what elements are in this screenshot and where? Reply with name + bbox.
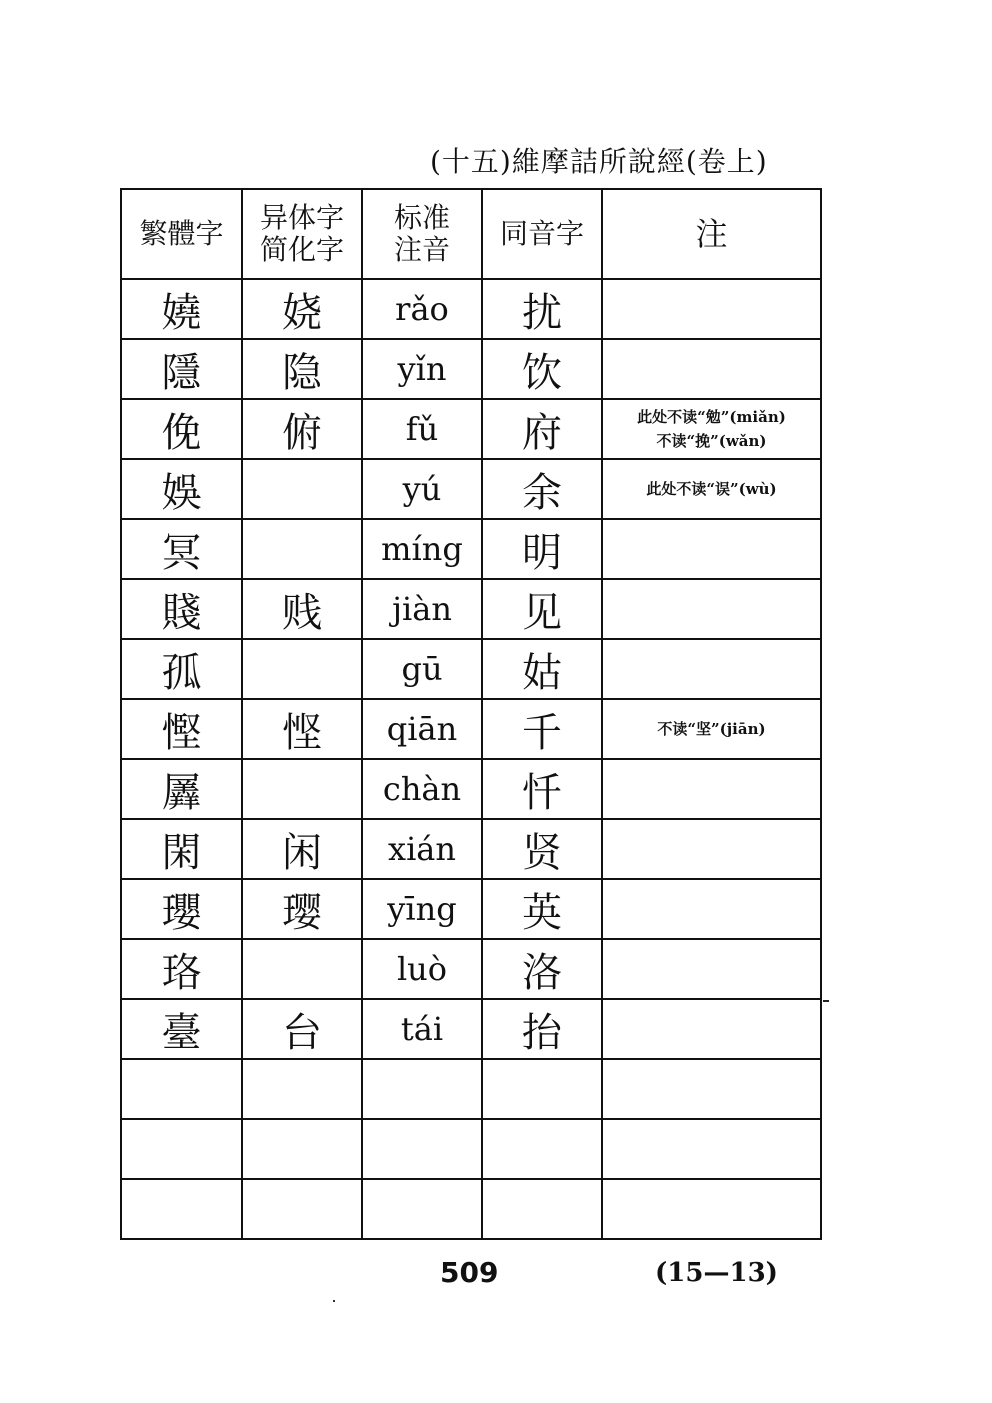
simplified-cell: 俯 xyxy=(242,399,362,459)
simplified-cell: 贱 xyxy=(242,579,362,639)
simplified-cell: 悭 xyxy=(242,699,362,759)
pinyin-cell: fǔ xyxy=(362,399,482,459)
note-line: 此处不读“勉”(miǎn) xyxy=(637,408,786,426)
traditional-cell: 賤 xyxy=(121,579,242,639)
header-note: 注 xyxy=(602,189,821,279)
homophone-cell: 饮 xyxy=(482,339,602,399)
pinyin-cell: jiàn xyxy=(362,579,482,639)
simplified-cell: 璎 xyxy=(242,879,362,939)
table-row xyxy=(121,999,821,1059)
header-variant-line2: 简化字 xyxy=(259,233,344,266)
pinyin-cell: xián xyxy=(362,819,482,879)
traditional-cell: 羼 xyxy=(121,759,242,819)
pinyin-cell: tái xyxy=(362,999,482,1059)
traditional-cell: 冥 xyxy=(121,519,242,579)
pinyin-cell xyxy=(362,1059,482,1119)
pinyin-cell: míng xyxy=(362,519,482,579)
homophone-cell: 姑 xyxy=(482,639,602,699)
note-cell xyxy=(602,279,821,339)
table-row xyxy=(121,339,821,399)
note-cell xyxy=(602,879,821,939)
note-line: 此处不读“误”(wù) xyxy=(646,480,777,498)
traditional-cell xyxy=(121,1179,242,1239)
note-cell xyxy=(602,1179,821,1239)
pinyin-cell: yǐn xyxy=(362,339,482,399)
pinyin-cell: gū xyxy=(362,639,482,699)
note-cell xyxy=(602,639,821,699)
traditional-cell: 瓔 xyxy=(121,879,242,939)
table-row xyxy=(121,639,821,699)
table-row xyxy=(121,939,821,999)
traditional-cell: 珞 xyxy=(121,939,242,999)
simplified-cell xyxy=(242,939,362,999)
simplified-cell xyxy=(242,639,362,699)
header-homophone: 同音字 xyxy=(482,189,602,279)
traditional-cell: 娛 xyxy=(121,459,242,519)
note-cell xyxy=(602,459,821,519)
note-cell xyxy=(602,339,821,399)
pinyin-cell xyxy=(362,1119,482,1179)
pinyin-cell: qiān xyxy=(362,699,482,759)
page-number: 509 xyxy=(440,1256,499,1289)
page-reference: (15—13) xyxy=(655,1258,778,1288)
homophone-cell: 见 xyxy=(482,579,602,639)
header-pinyin-line2: 注音 xyxy=(393,233,450,266)
traditional-cell: 閑 xyxy=(121,819,242,879)
traditional-cell xyxy=(121,1059,242,1119)
pinyin-cell: luò xyxy=(362,939,482,999)
table-row xyxy=(121,699,821,759)
pinyin-cell: yīng xyxy=(362,879,482,939)
homophone-cell xyxy=(482,1179,602,1239)
note-cell xyxy=(602,819,821,879)
traditional-cell xyxy=(121,1119,242,1179)
header-variant-simplified xyxy=(242,189,362,279)
table-row xyxy=(121,819,821,879)
traditional-cell: 嬈 xyxy=(121,279,242,339)
homophone-cell: 余 xyxy=(482,459,602,519)
homophone-cell: 贤 xyxy=(482,819,602,879)
simplified-cell xyxy=(242,1119,362,1179)
character-table xyxy=(120,188,822,1240)
simplified-cell: 台 xyxy=(242,999,362,1059)
simplified-cell: 闲 xyxy=(242,819,362,879)
simplified-cell xyxy=(242,759,362,819)
margin-mark xyxy=(823,1000,829,1002)
pinyin-cell: chàn xyxy=(362,759,482,819)
table-row xyxy=(121,579,821,639)
pinyin-cell: yú xyxy=(362,459,482,519)
note-cell xyxy=(602,519,821,579)
table-body xyxy=(121,279,821,1239)
traditional-cell: 孤 xyxy=(121,639,242,699)
table-row xyxy=(121,279,821,339)
simplified-cell xyxy=(242,519,362,579)
table-row xyxy=(121,459,821,519)
note-cell xyxy=(602,759,821,819)
header-pinyin-line1: 标准 xyxy=(393,201,450,234)
simplified-cell xyxy=(242,1179,362,1239)
simplified-cell xyxy=(242,459,362,519)
homophone-cell: 府 xyxy=(482,399,602,459)
pinyin-cell xyxy=(362,1179,482,1239)
homophone-cell: 英 xyxy=(482,879,602,939)
simplified-cell xyxy=(242,1059,362,1119)
table-row xyxy=(121,879,821,939)
homophone-cell: 明 xyxy=(482,519,602,579)
note-cell xyxy=(602,939,821,999)
print-speck xyxy=(333,1300,335,1302)
note-cell xyxy=(602,699,821,759)
note-line: 不读“坚”(jiān) xyxy=(657,720,766,738)
table-row xyxy=(121,1119,821,1179)
traditional-cell: 隱 xyxy=(121,339,242,399)
homophone-cell: 扰 xyxy=(482,279,602,339)
homophone-cell xyxy=(482,1059,602,1119)
homophone-cell: 忏 xyxy=(482,759,602,819)
header-variant-line1: 异体字 xyxy=(259,201,344,234)
table-row xyxy=(121,759,821,819)
table-row xyxy=(121,519,821,579)
simplified-cell: 娆 xyxy=(242,279,362,339)
page-header: (十五)維摩詰所說經(卷上) xyxy=(430,145,768,178)
table-row xyxy=(121,399,821,459)
note-cell xyxy=(602,1119,821,1179)
homophone-cell: 抬 xyxy=(482,999,602,1059)
header-pinyin xyxy=(362,189,482,279)
note-cell xyxy=(602,579,821,639)
traditional-cell: 俛 xyxy=(121,399,242,459)
table-row xyxy=(121,1059,821,1119)
pinyin-cell: rǎo xyxy=(362,279,482,339)
homophone-cell: 洛 xyxy=(482,939,602,999)
table-row xyxy=(121,1179,821,1239)
traditional-cell: 臺 xyxy=(121,999,242,1059)
note-cell xyxy=(602,399,821,459)
homophone-cell: 千 xyxy=(482,699,602,759)
simplified-cell: 隐 xyxy=(242,339,362,399)
note-cell xyxy=(602,1059,821,1119)
header-traditional: 繁體字 xyxy=(121,189,242,279)
traditional-cell: 慳 xyxy=(121,699,242,759)
homophone-cell xyxy=(482,1119,602,1179)
note-line: 不读“挽”(wǎn) xyxy=(656,432,767,450)
table-header-row xyxy=(121,189,821,279)
note-cell xyxy=(602,999,821,1059)
